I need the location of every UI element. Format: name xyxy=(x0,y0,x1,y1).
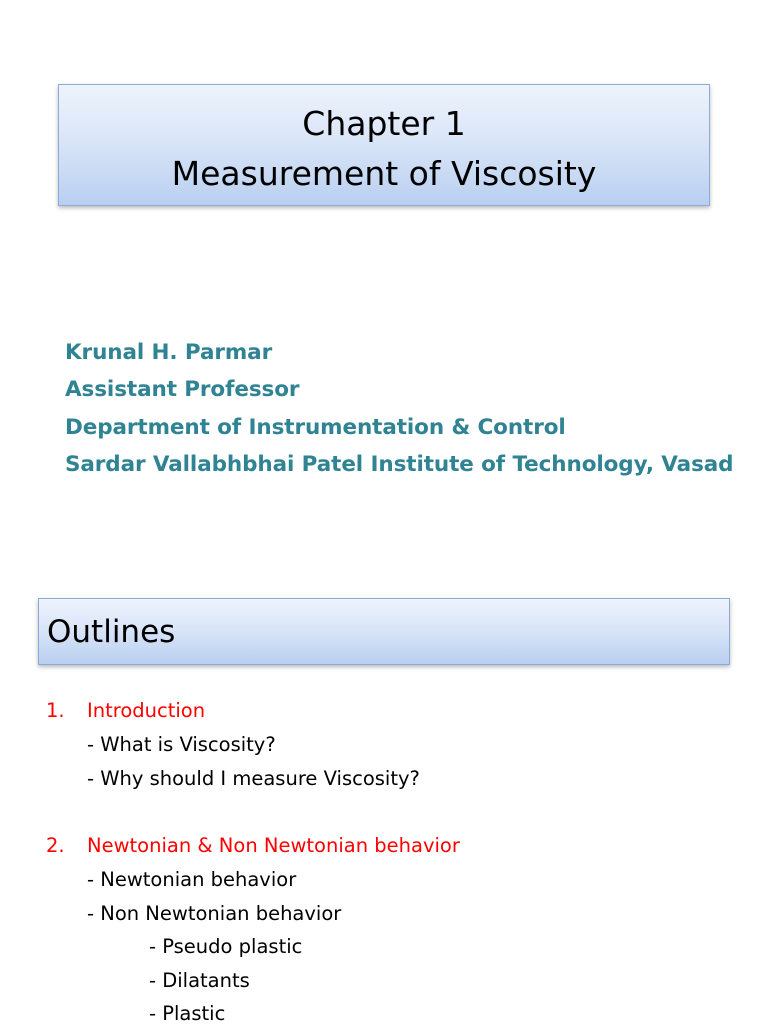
list-item: - What is Viscosity? xyxy=(87,733,276,756)
section-number: 2. xyxy=(46,834,65,857)
author-name: Krunal H. Parmar xyxy=(65,340,273,365)
author-block xyxy=(65,334,733,483)
outline-heading: Outlines xyxy=(47,614,176,650)
sub-list-item: - Dilatants xyxy=(149,969,250,992)
section-title: Introduction xyxy=(87,699,206,722)
author-department: Department of Instrumentation & Control xyxy=(65,414,566,440)
list-item: - Why should I measure Viscosity? xyxy=(87,767,420,790)
sub-list-item: - Plastic xyxy=(149,1002,226,1025)
title-box xyxy=(58,84,710,206)
section-heading xyxy=(46,833,460,859)
outline-heading-box xyxy=(38,598,730,665)
author-institute: Sardar Vallabhbhai Patel Institute of Technology, Vasad xyxy=(65,451,734,477)
section-number: 1. xyxy=(46,699,65,722)
author-position: Assistant Professor xyxy=(65,377,300,403)
list-item: - Newtonian behavior xyxy=(87,868,297,891)
sub-list-item: - Pseudo plastic xyxy=(149,935,303,958)
section-title: Newtonian & Non Newtonian behavior xyxy=(87,834,460,857)
chapter-number: Chapter 1 xyxy=(302,104,466,143)
section-heading xyxy=(46,698,205,724)
chapter-title: Measurement of Viscosity xyxy=(171,154,597,193)
list-item: - Non Newtonian behavior xyxy=(87,902,342,925)
